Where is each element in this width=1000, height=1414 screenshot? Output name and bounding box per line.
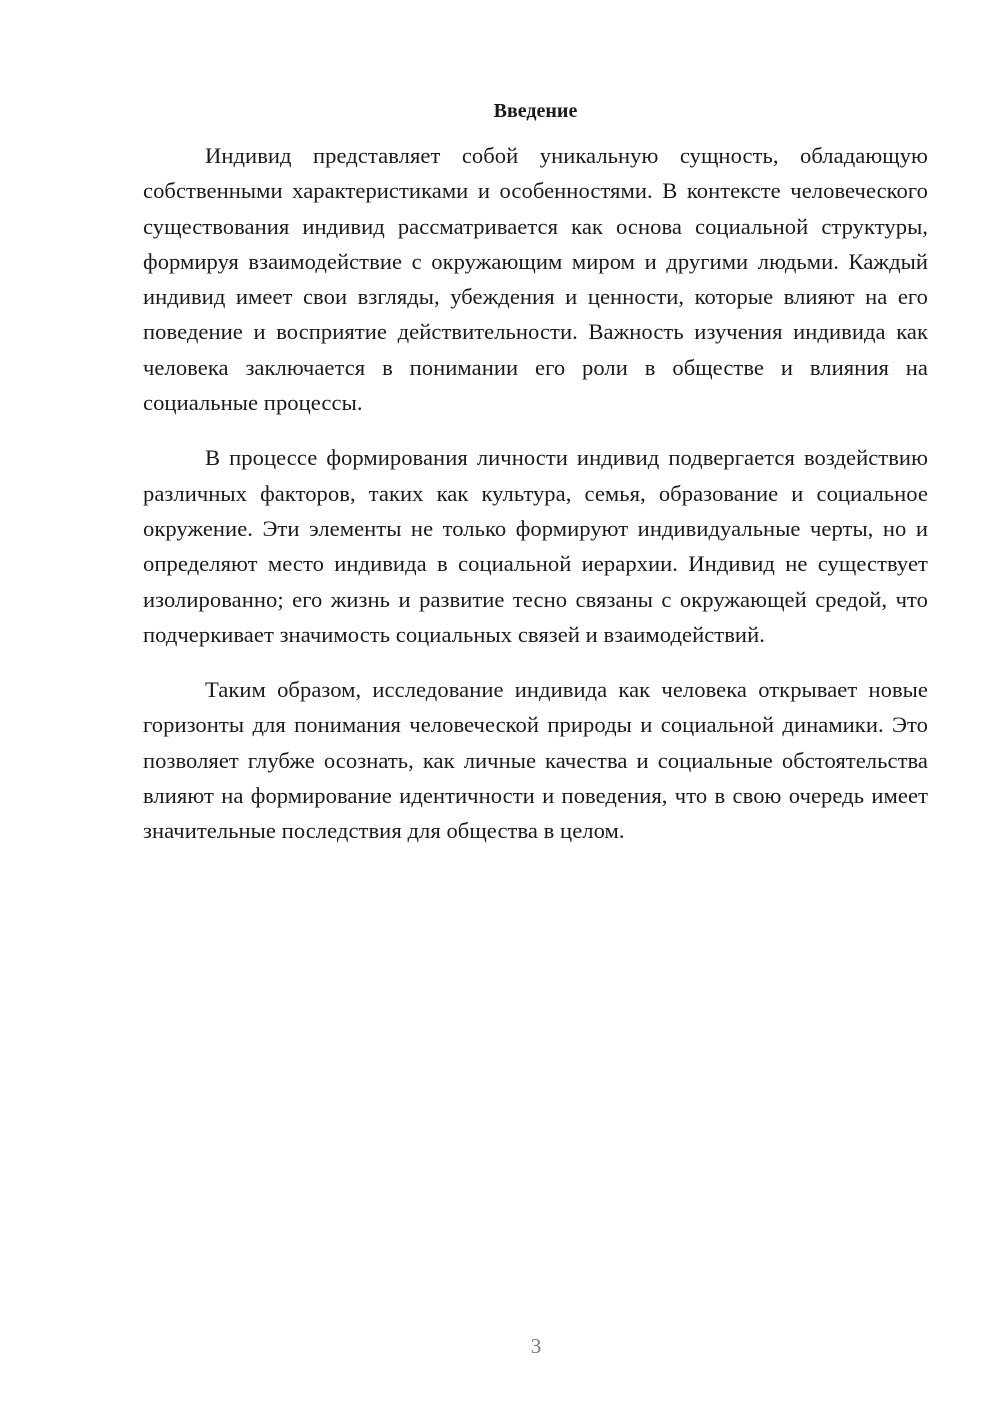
paragraph: Индивид представляет собой уникальную сущность, обладающую собственными характеристиками и особенностями. В контексте человеческого существования индивид рассматривается как основа социальной структуры, формируя взаимодействие с окружающим миром и другими людьми. Каждый индивид имеет свои взгляды, убеждения и ценности, которые влияют на его поведение и восприятие действительности. Важность изучения индивида как человека заключается в понимании его роли в обществе и влияния на социальные процессы.: [143, 143, 928, 416]
paragraph: В процессе формирования личности индивид подвергается воздействию различных факторов, таких как культура, семья, образование и социальное окружение. Эти элементы не только формируют индивидуальные черты, но и определяют место индивида в социальной иерархии. Индивид не существует изолированно; его жизнь и развитие тесно связаны с окружающей средой, что подчеркивает значимость социальных связей и взаимодействий.: [143, 445, 928, 647]
paragraph: Таким образом, исследование индивида как человека открывает новые горизонты для понимания человеческой природы и социальной динамики. Это позволяет глубже осознать, как личные качества и социальные обстоятельства влияют на формирование идентичности и поведения, что в свою очередь имеет значительные последствия для общества в целом.: [143, 677, 928, 844]
section-heading: Введение: [493, 100, 578, 122]
page-content: [143, 96, 928, 869]
page-number: 3: [530, 1334, 542, 1358]
